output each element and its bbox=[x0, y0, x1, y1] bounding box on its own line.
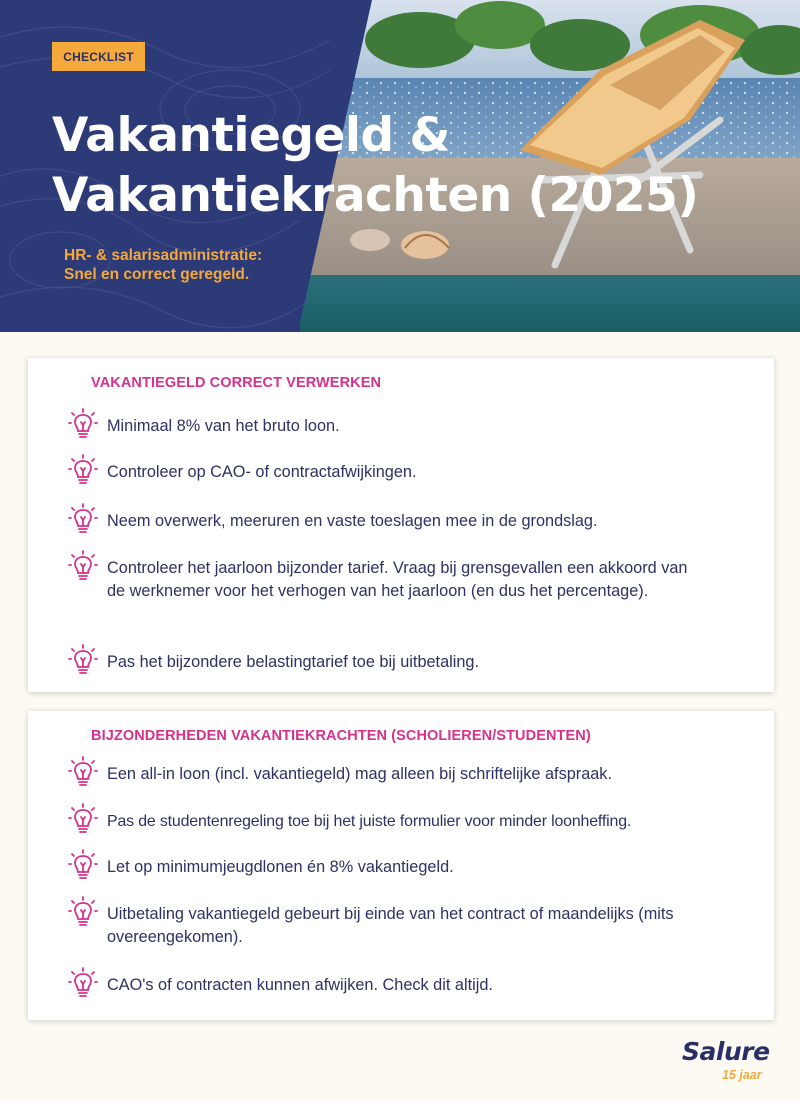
subtitle-line-2: Snel en correct geregeld. bbox=[64, 266, 250, 283]
subtitle-line-1: HR- & salarisadministratie: bbox=[64, 247, 263, 264]
checklist-item-text: Een all-in loon (incl. vakantiegeld) mag alleen bij schriftelijke afspraak. bbox=[107, 765, 612, 783]
checklist-item-text: Controleer het jaarloon bijzonder tarief. Vraag bij grensgevallen een akkoord van de werknemer voor het verhogen van het jaarloon (en dus het percentage). bbox=[107, 559, 688, 600]
checklist-item-text: Pas het bijzondere belastingtarief toe bij uitbetaling. bbox=[107, 653, 479, 671]
lightbulb-icon bbox=[68, 849, 98, 883]
title-line-2: Vakantiekrachten (2025) bbox=[52, 168, 699, 223]
checklist-item-text: CAO's of contracten kunnen afwijken. Check dit altijd. bbox=[107, 976, 493, 994]
section-heading: VAKANTIEGELD CORRECT VERWERKEN bbox=[91, 375, 382, 391]
checklist-item-text: Let op minimumjeugdlonen én 8% vakantiegeld. bbox=[107, 858, 454, 876]
lightbulb-icon bbox=[68, 756, 98, 790]
checklist-card-vakantiekrachten bbox=[28, 711, 774, 1020]
title-line-1: Vakantiegeld & bbox=[52, 108, 451, 163]
section-heading: BIJZONDERHEDEN VAKANTIEKRACHTEN (SCHOLIEREN/STUDENTEN) bbox=[91, 728, 591, 744]
salure-logo bbox=[678, 1037, 778, 1089]
lightbulb-icon bbox=[68, 503, 98, 537]
lightbulb-icon bbox=[68, 967, 98, 1001]
subtitle bbox=[64, 246, 262, 284]
hero-banner bbox=[0, 0, 800, 332]
logo-tagline: 15 jaar bbox=[722, 1068, 762, 1082]
checklist-badge: CHECKLIST bbox=[52, 42, 145, 71]
checklist-item-text: Pas de studentenregeling toe bij het juiste formulier voor minder loonheffing. bbox=[107, 813, 632, 830]
checklist-item-text: Uitbetaling vakantiegeld gebeurt bij einde van het contract of maandelijks (mits overeengekomen). bbox=[107, 905, 674, 946]
lightbulb-icon bbox=[68, 408, 98, 442]
lightbulb-icon bbox=[68, 803, 98, 837]
checklist-item-text: Controleer op CAO- of contractafwijkingen. bbox=[107, 463, 417, 481]
lightbulb-icon bbox=[68, 550, 98, 584]
lightbulb-icon bbox=[68, 896, 98, 930]
page-title bbox=[52, 106, 698, 226]
logo-wordmark: Salure bbox=[682, 1037, 770, 1066]
checklist-item-text: Neem overwerk, meeruren en vaste toeslagen mee in de grondslag. bbox=[107, 512, 598, 530]
lightbulb-icon bbox=[68, 644, 98, 678]
checklist-card-vakantiegeld bbox=[28, 358, 774, 692]
lightbulb-icon bbox=[68, 454, 98, 488]
checklist-item-text: Minimaal 8% van het bruto loon. bbox=[107, 417, 340, 435]
